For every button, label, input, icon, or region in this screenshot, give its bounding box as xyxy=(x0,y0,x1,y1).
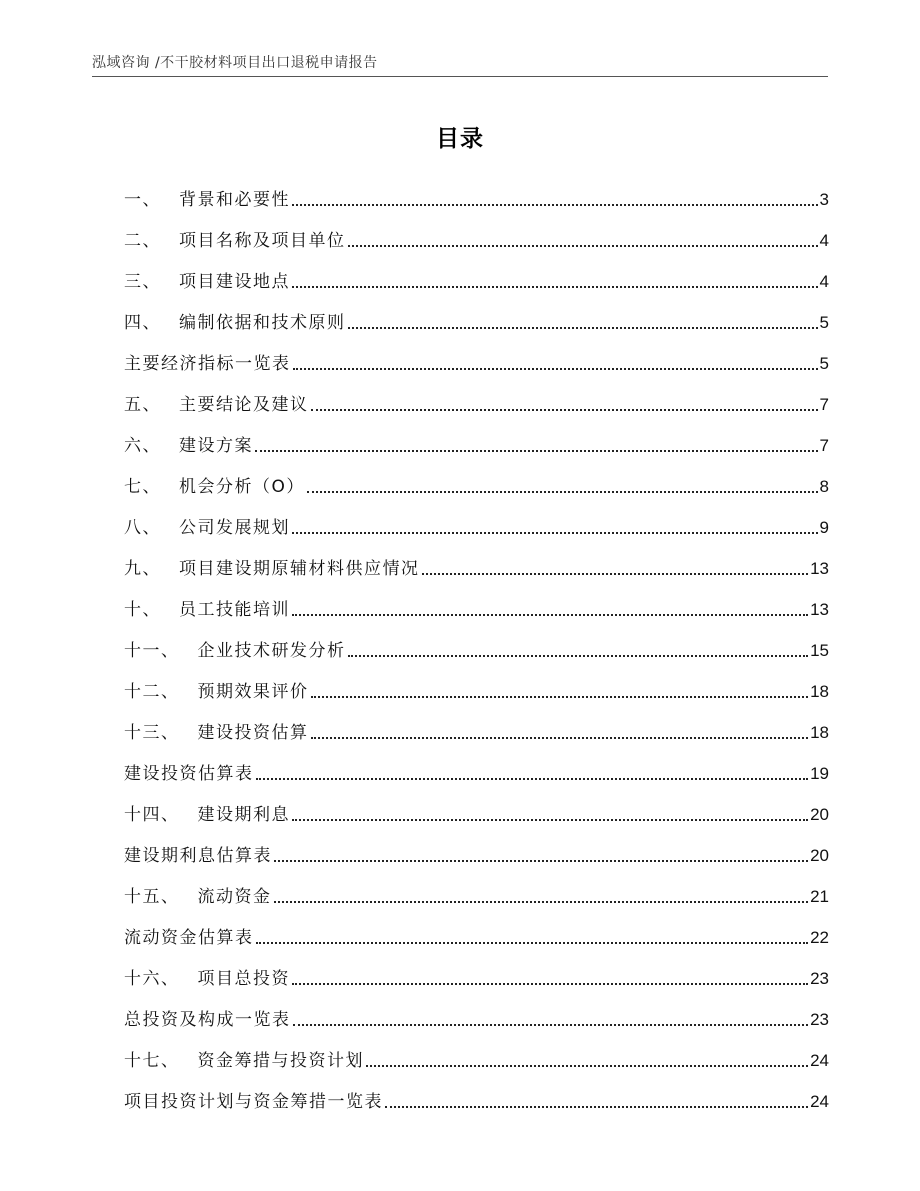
toc-entry-number: 十六、 xyxy=(124,969,180,989)
toc-dot-leader xyxy=(274,860,808,862)
toc-entry-page: 20 xyxy=(810,846,829,865)
toc-entry[interactable] xyxy=(124,908,829,949)
toc-entry-title: 主要经济指标一览表 xyxy=(124,354,291,374)
toc-entry-number: 六、 xyxy=(124,436,161,456)
toc-entry[interactable] xyxy=(124,826,829,867)
toc-entry[interactable] xyxy=(124,416,829,457)
toc-entry-label xyxy=(124,804,290,826)
toc-entry-number: 十七、 xyxy=(124,1051,180,1071)
toc-entry-title: 员工技能培训 xyxy=(179,600,290,620)
toc-entry[interactable] xyxy=(124,744,829,785)
running-header: 泓域咨询 /不干胶材料项目出口退税申请报告 xyxy=(92,55,378,71)
toc-entry-title: 编制依据和技术原则 xyxy=(179,313,346,333)
toc-entry-label xyxy=(124,189,290,211)
toc-entry-number: 一、 xyxy=(124,190,161,210)
toc-entry-page: 24 xyxy=(810,1092,829,1111)
toc-entry-page: 7 xyxy=(819,395,829,414)
toc-entry-label xyxy=(124,558,420,580)
toc-entry-page: 4 xyxy=(819,231,829,250)
toc-entry-title: 建设期利息 xyxy=(197,805,290,825)
toc-entry-page: 8 xyxy=(819,477,829,496)
toc-entry-page: 7 xyxy=(819,436,829,455)
toc-dot-leader xyxy=(311,696,809,698)
toc-entry[interactable] xyxy=(124,375,829,416)
header-divider xyxy=(92,76,828,77)
toc-entry[interactable] xyxy=(124,990,829,1031)
toc-dot-leader xyxy=(256,942,809,944)
toc-entry[interactable] xyxy=(124,867,829,908)
toc-entry[interactable] xyxy=(124,580,829,621)
toc-entry-title: 建设投资估算 xyxy=(197,723,309,743)
toc-entry-title: 总投资及构成一览表 xyxy=(124,1010,291,1030)
toc-entry-page: 23 xyxy=(810,1010,829,1029)
toc-entry-page: 23 xyxy=(810,969,829,988)
toc-entry-page: 13 xyxy=(810,559,829,578)
toc-entry-page: 9 xyxy=(819,518,829,537)
toc-entry-label xyxy=(124,394,309,416)
toc-entry-title: 建设期利息估算表 xyxy=(124,846,272,866)
toc-entry-number: 十二、 xyxy=(124,682,180,702)
toc-entry-label xyxy=(124,435,253,457)
toc-entry[interactable] xyxy=(124,1031,829,1072)
toc-entry-number: 十四、 xyxy=(124,805,180,825)
toc-entry-label xyxy=(124,927,254,949)
toc-entry-number: 八、 xyxy=(124,518,161,538)
toc-entry-page: 21 xyxy=(810,887,829,906)
toc-entry-title: 资金筹措与投资计划 xyxy=(197,1051,364,1071)
toc-entry-page: 5 xyxy=(819,313,829,332)
toc-entry-title: 建设投资估算表 xyxy=(124,764,254,784)
toc-entry-label xyxy=(124,640,346,662)
toc-entry[interactable] xyxy=(124,457,829,498)
toc-entry-page: 5 xyxy=(819,354,829,373)
toc-entry[interactable] xyxy=(124,252,829,293)
toc-entry-label xyxy=(124,230,346,252)
toc-entry-title: 流动资金 xyxy=(197,887,272,907)
toc-entry-label xyxy=(124,271,290,293)
table-of-contents xyxy=(124,170,829,1113)
toc-entry[interactable] xyxy=(124,621,829,662)
toc-entry-label xyxy=(124,353,291,375)
toc-entry-title: 项目建设地点 xyxy=(179,272,290,292)
toc-entry[interactable] xyxy=(124,498,829,539)
toc-entry[interactable] xyxy=(124,170,829,211)
toc-entry-title: 机会分析（O） xyxy=(179,477,305,497)
toc-entry-title: 背景和必要性 xyxy=(179,190,290,210)
toc-dot-leader xyxy=(255,450,818,452)
toc-entry-label xyxy=(124,1091,383,1113)
toc-dot-leader xyxy=(274,901,809,903)
toc-dot-leader xyxy=(348,245,818,247)
toc-entry-page: 20 xyxy=(810,805,829,824)
toc-entry[interactable] xyxy=(124,293,829,334)
toc-entry-number: 七、 xyxy=(124,477,161,497)
toc-dot-leader xyxy=(292,983,808,985)
toc-entry[interactable] xyxy=(124,703,829,744)
toc-entry-page: 4 xyxy=(819,272,829,291)
toc-dot-leader xyxy=(422,573,809,575)
toc-dot-leader xyxy=(292,614,808,616)
toc-entry-page: 19 xyxy=(810,764,829,783)
toc-entry-label xyxy=(124,1050,364,1072)
toc-entry-label xyxy=(124,517,290,539)
toc-dot-leader xyxy=(293,1024,809,1026)
toc-entry-number: 十三、 xyxy=(124,723,180,743)
toc-dot-leader xyxy=(311,409,818,411)
toc-entry-label xyxy=(124,968,290,990)
toc-entry-label xyxy=(124,681,309,703)
toc-entry-number: 四、 xyxy=(124,313,161,333)
toc-entry-label xyxy=(124,1009,291,1031)
toc-entry-page: 15 xyxy=(810,641,829,660)
toc-dot-leader xyxy=(292,532,818,534)
toc-entry-title: 预期效果评价 xyxy=(197,682,309,702)
toc-dot-leader xyxy=(311,737,809,739)
toc-dot-leader xyxy=(348,655,809,657)
toc-dot-leader xyxy=(292,819,808,821)
toc-entry[interactable] xyxy=(124,1072,829,1113)
toc-dot-leader xyxy=(256,778,809,780)
toc-entry-page: 18 xyxy=(810,723,829,742)
toc-entry-page: 3 xyxy=(819,190,829,209)
toc-entry-label xyxy=(124,599,290,621)
toc-entry-label xyxy=(124,886,272,908)
toc-entry-page: 18 xyxy=(810,682,829,701)
toc-entry[interactable] xyxy=(124,785,829,826)
toc-entry-number: 九、 xyxy=(124,559,161,579)
toc-entry-page: 13 xyxy=(810,600,829,619)
toc-dot-leader xyxy=(293,368,818,370)
toc-entry[interactable] xyxy=(124,949,829,990)
toc-entry-number: 十一、 xyxy=(124,641,180,661)
toc-dot-leader xyxy=(385,1106,808,1108)
toc-entry-number: 三、 xyxy=(124,272,161,292)
toc-entry-number: 二、 xyxy=(124,231,161,251)
page-title: 目录 xyxy=(436,126,484,152)
toc-dot-leader xyxy=(366,1065,808,1067)
toc-entry[interactable] xyxy=(124,211,829,252)
toc-entry-label xyxy=(124,763,254,785)
toc-dot-leader xyxy=(348,327,818,329)
toc-entry-title: 项目建设期原辅材料供应情况 xyxy=(179,559,420,579)
toc-entry-title: 流动资金估算表 xyxy=(124,928,254,948)
toc-entry-label xyxy=(124,476,305,498)
toc-entry-label xyxy=(124,722,309,744)
toc-entry[interactable] xyxy=(124,539,829,580)
toc-entry-title: 项目总投资 xyxy=(197,969,290,989)
toc-entry-title: 企业技术研发分析 xyxy=(197,641,346,661)
toc-entry-label xyxy=(124,845,272,867)
toc-entry-number: 十五、 xyxy=(124,887,180,907)
toc-entry-title: 项目名称及项目单位 xyxy=(179,231,346,251)
toc-entry-page: 22 xyxy=(810,928,829,947)
toc-entry-number: 十、 xyxy=(124,600,161,620)
toc-entry-title: 建设方案 xyxy=(179,436,253,456)
toc-entry[interactable] xyxy=(124,334,829,375)
toc-entry-title: 主要结论及建议 xyxy=(179,395,309,415)
toc-entry-number: 五、 xyxy=(124,395,161,415)
toc-entry-title: 公司发展规划 xyxy=(179,518,290,538)
toc-dot-leader xyxy=(292,204,818,206)
toc-dot-leader xyxy=(307,491,818,493)
toc-entry[interactable] xyxy=(124,662,829,703)
toc-dot-leader xyxy=(292,286,818,288)
toc-entry-label xyxy=(124,312,346,334)
toc-entry-title: 项目投资计划与资金筹措一览表 xyxy=(124,1092,383,1112)
toc-entry-page: 24 xyxy=(810,1051,829,1070)
